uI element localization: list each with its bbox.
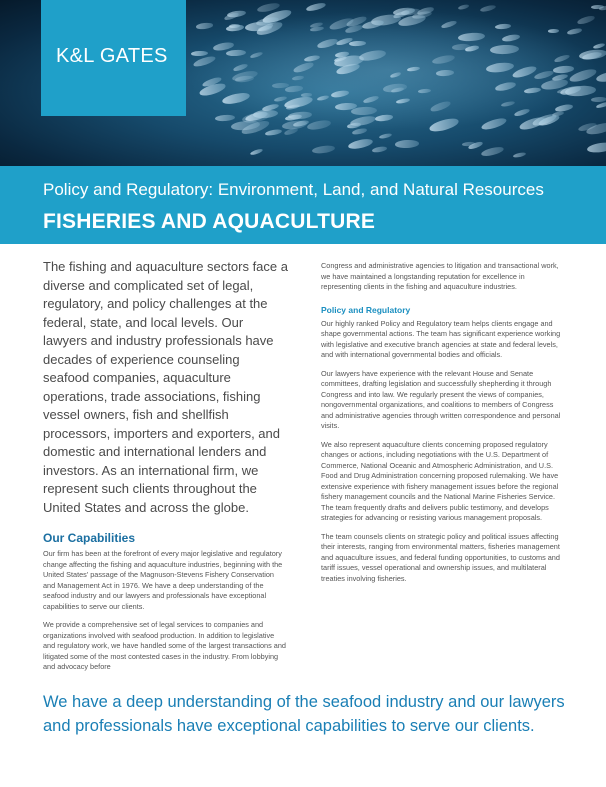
pull-quote: We have a deep understanding of the seafood industry and our lawyers and professionals have exceptional capabilities to serve our clients. [43,693,565,735]
fish-shape [301,92,312,96]
fish-shape [587,141,606,154]
capabilities-paragraph-2: We provide a comprehensive set of legal services to companies and organizations involved with seafood production. In addition to legislative and regulatory work, we have handled some of the largest transactions and litigated some of the most contested cases in the industry. From lobbying and advocacy before [43,620,286,671]
fish-shape [249,148,262,156]
logo-block [41,0,186,116]
hero-image [0,0,606,166]
fish-shape [348,137,374,150]
fish-shape [480,146,504,159]
fish-shape [312,145,336,155]
policy-paragraph-4: The team counsels clients on strategic policy and political issues affecting their interests, ranging from environmental matters, fisheries management and aquaculture issues, and federal funding opportunities, to customs and tariff issues, vessel operational and ownership issues, and multilateral treaties involving fisheries. [321,531,560,583]
capabilities-paragraph-1: Our firm has been at the forefront of every major legislative and regulatory change affecting the fishing and aquaculture industries, beginning with the United States' passage of the Magnuson-Stevens Fishery Conservation and Management Act in 1976. We have a deep understanding of the seafood industry and our lawyers and professionals have exceptional capabilities to serve our clients. [43,549,283,611]
fish-shape [378,132,392,139]
fish-shape [548,29,559,33]
intro-paragraph: The fishing and aquaculture sectors face a diverse and complicated set of legal, regulatory, and policy challenges at the federal, state, and local levels. Our lawyers and industry professionals have decades of experience counseling seafood companies, aquaculture operations, trade associations, fishing vessel owners, fish and shellfish processors, importers and exporters, and domestic and international lenders and investors. As an international firm, we represent such clients throughout the United States and across the globe. [43,259,288,515]
policy-paragraph-3: We also represent aquaculture clients concerning proposed regulatory changes or actions, including negotiations with the U.S. Department of Commerce, National Oceanic and Atmospheric Administration, and U.S. Food and Drug Administration concerning proposed rulemaking. We have extensive experience with fishery management issues before the regional fishery management councils and the National Marine Fisheries Service. The team frequently drafts and delivers public testimony, and develops strategies for advancing or resisting various management proposals. [321,439,559,522]
practice-subtitle: Policy and Regulatory: Environment, Land, and Natural Resources [43,180,544,199]
fish-shape [513,151,527,158]
policy-paragraph-1: Our highly ranked Policy and Regulatory team helps clients engage and shape governmental actions. The team has significant experience working with legislative and executive branch agencies at state and federal levels, and with international governmental bodies and officials. [321,318,561,359]
continuation-paragraph: Congress and administrative agencies to litigation and transactional work, we have maintained a longstanding reputation for excellence in representing clients in the fishing and aquaculture industries. [321,261,559,291]
fish-shape [394,139,419,148]
left-column [43,258,288,681]
policy-paragraph-2: Our lawyers have experience with the relevant House and Senate committees, drafting legislation and successfully shepherding it through Congress and into law. We regularly present the views of companies, nongovernmental organizations, and coalitions to members of Congress and administrative agencies through written correspondence and personal visits. [321,368,561,430]
policy-heading: Policy and Regulatory [321,304,411,315]
logo-text: K&L GATES [56,45,168,67]
fish-shape [372,146,387,153]
title-banner [0,166,606,244]
right-column [321,261,567,592]
page-title: FISHERIES AND AQUACULTURE [43,210,376,233]
capabilities-heading: Our Capabilities [43,531,136,545]
